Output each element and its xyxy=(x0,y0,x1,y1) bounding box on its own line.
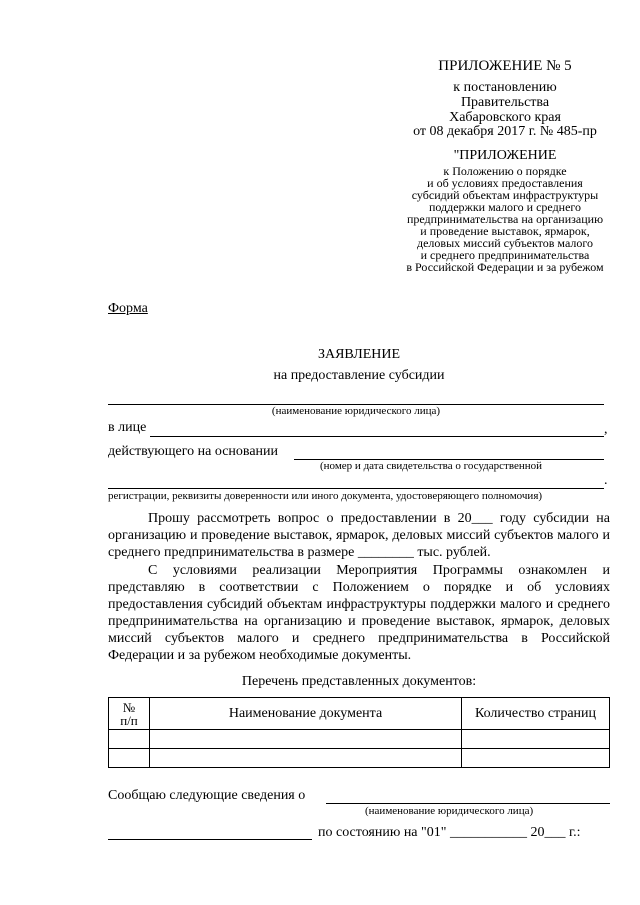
table-cell[interactable] xyxy=(150,730,462,749)
documents-caption: Перечень представленных документов: xyxy=(241,674,477,689)
report-entity-hint: (наименование юридического лица) xyxy=(365,805,534,817)
regulation-line: деловых миссий субъектов малого xyxy=(417,236,593,250)
col-pages-header: Количество страниц xyxy=(462,698,610,730)
documents-table xyxy=(108,697,610,768)
registration-line[interactable] xyxy=(108,488,604,489)
table-row xyxy=(109,749,610,768)
page-title: ЗАЯВЛЕНИЕ xyxy=(317,347,401,362)
region: Хабаровского края xyxy=(449,110,561,125)
form-label: Форма xyxy=(108,301,148,316)
table-row xyxy=(109,730,610,749)
appendix-label-2: "ПРИЛОЖЕНИЕ xyxy=(453,148,557,163)
col-number-header xyxy=(109,698,150,730)
regulation-line: и среднего предпринимательства xyxy=(420,248,590,262)
table-header-row xyxy=(109,698,610,730)
col-name-header: Наименование документа xyxy=(150,698,462,730)
date-number: от 08 декабря 2017 г. № 485-пр xyxy=(413,124,597,139)
col-number-sublabel: п/п xyxy=(120,712,138,728)
in-person-comma: , xyxy=(604,422,608,437)
regulation-line: к Положению о порядке xyxy=(443,164,567,178)
request-paragraph xyxy=(108,510,610,561)
regulation-reference xyxy=(385,165,625,273)
paragraph-request: Прошу рассмотреть вопрос о предоставлении в 20___ году субсидии на организацию и проведение выставок, ярмарок, деловых миссий субъектов малого и среднего предпринимательства в размере ________ тыс. рублей. xyxy=(108,511,610,560)
resolution-ref xyxy=(385,80,625,125)
legal-entity-hint: (наименование юридического лица) xyxy=(271,405,441,417)
report-info-label: Сообщаю следующие сведения о xyxy=(108,788,306,803)
table-cell[interactable] xyxy=(109,749,150,768)
in-person-line[interactable] xyxy=(150,436,604,437)
page-subtitle: на предоставление субсидии xyxy=(273,368,445,383)
basis-period: . xyxy=(604,473,608,488)
table-cell[interactable] xyxy=(150,749,462,768)
certificate-hint: (номер и дата свидетельства о государственной xyxy=(320,460,542,472)
regulation-line: в Российской Федерации и за рубежом xyxy=(406,260,604,274)
to-resolution: к постановлению xyxy=(453,80,557,95)
appendix-label: ПРИЛОЖЕНИЕ № 5 xyxy=(438,58,572,74)
regulation-line: и об условиях предоставления xyxy=(427,176,583,190)
table-cell[interactable] xyxy=(109,730,150,749)
regulation-line: предпринимательства на организацию xyxy=(406,212,604,226)
entity-name-line[interactable] xyxy=(108,839,312,840)
regulation-line: поддержки малого и среднего xyxy=(428,200,582,214)
registration-hint: регистрации, реквизиты доверенности или иного документа, удостоверяющего полномочия) xyxy=(108,490,543,502)
paragraph-conditions: С условиями реализации Мероприятия Программы ознакомлен и представляю в соответствии с Положением о порядке и об условиях предоставления субсидий объектам инфраструктуры поддержки малого и среднего предпринимательства на организацию и проведение выставок, ярмарок, деловых миссий субъектов малого и среднего предпринимательства в Российской Федерации и за рубежом необходимые документы. xyxy=(108,563,610,663)
government: Правительства xyxy=(460,95,550,110)
col-number-label: № xyxy=(122,699,136,715)
report-entity-line[interactable] xyxy=(326,803,610,804)
regulation-line: субсидий объектам инфраструктуры xyxy=(411,188,599,202)
table-cell[interactable] xyxy=(462,749,610,768)
regulation-line: и проведение выставок, ярмарок, xyxy=(420,224,590,238)
conditions-paragraph xyxy=(108,562,610,664)
in-person-label: в лице xyxy=(108,420,147,435)
table-cell[interactable] xyxy=(462,730,610,749)
as-of-date: по состоянию на "01" ___________ 20___ г.: xyxy=(318,825,581,840)
acting-basis-label: действующего на основании xyxy=(108,444,279,459)
